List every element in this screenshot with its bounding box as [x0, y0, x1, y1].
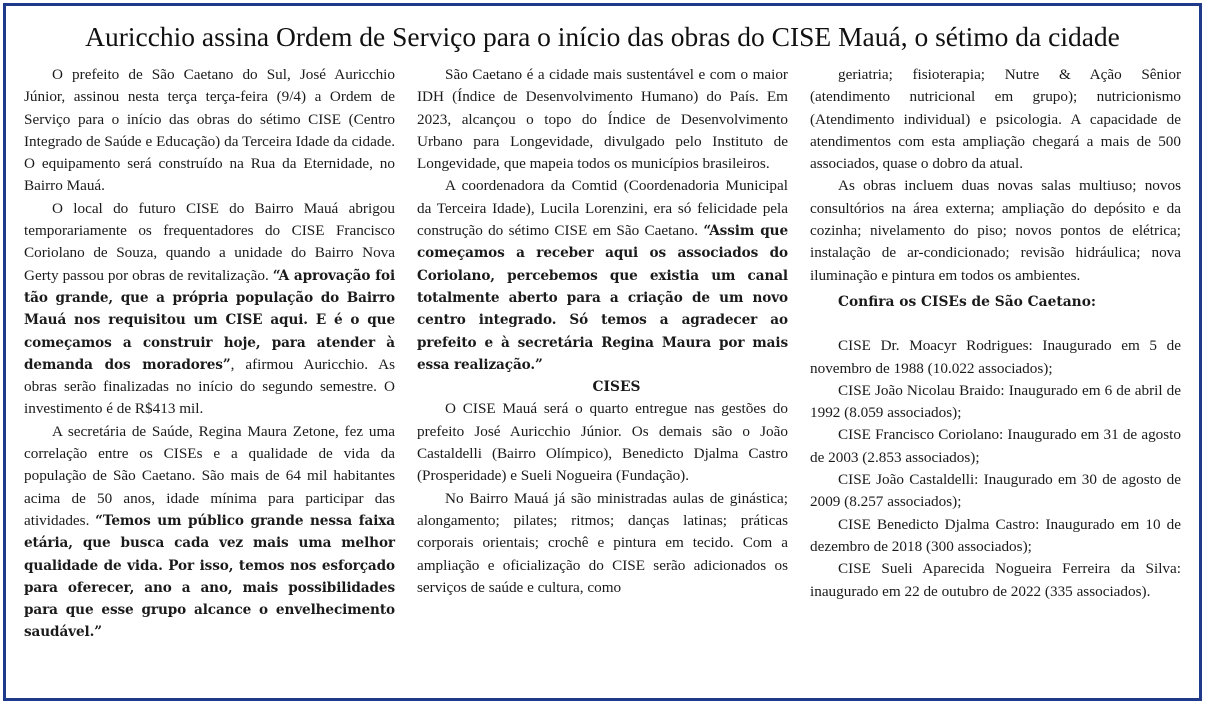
- list-item: CISE Benedicto Djalma Castro: Inaugurado em 10 de dezembro de 2018 (300 associados);: [810, 515, 1181, 555]
- list-item: CISE João Nicolau Braido: Inaugurado em 6 de abril de 1992 (8.059 associados);: [810, 381, 1181, 422]
- paragraph: O prefeito de São Caetano do Sul, José Auricchio Júnior, assinou nesta terça terça-feira (9/4) a Ordem de Serviço para o início das obras do sétimo CISE (Centro Integrado de Saúde e Educação) da Terceira Idade da cidade. O equipamento será construído na Rua da Eternidade, no Bairro Mauá.: [24, 66, 395, 195]
- list-item: CISE Dr. Moacyr Rodrigues: Inaugurado em 5 de novembro de 1988 (10.022 associados);: [810, 337, 1181, 377]
- paragraph-text: A secretária de Saúde, Regina Maura Zetone, fez uma correlação entre os CISEs e a qualidade de vida da população de São Caetano. São mais de 64 mil habitantes acima de 50 anos, idade mínima para participar das atividades.: [24, 422, 395, 529]
- quote: “Temos um público grande nessa faixa etária, que busca cada vez mais uma melhor qualidade de vida. Por isso, temos nos esforçado para oferecer, ano a ano, mais possibilidades para que esse grupo alcance o envelhecimento saudável.”: [24, 512, 395, 641]
- paragraph: geriatria; fisioterapia; Nutre & Ação Sênior (atendimento nutricional em grupo); nutricionismo (Atendimento individual) e psicologia. A capacidade de atendimentos com esta ampliação chegará a mais de 500 associados, quase o dobro da atual.: [810, 66, 1181, 173]
- list-item: CISE Francisco Coriolano: Inaugurado em 31 de agosto de 2003 (2.853 associados);: [810, 426, 1181, 466]
- paragraph: [24, 421, 395, 644]
- paragraph: [417, 175, 788, 376]
- list-item: CISE João Castaldelli: Inaugurado em 30 de agosto de 2009 (8.257 associados);: [810, 471, 1181, 511]
- paragraph-text: A coordenadora da Comtid (Coordenadoria Municipal da Terceira Idade), Lucila Lorenzini, era só felicidade pela construção do sétimo CISE em São Caetano.: [417, 177, 788, 240]
- section-heading: CISES: [592, 379, 641, 396]
- paragraph-text: , afirmou Auricchio. As obras serão finalizadas no início do segundo semestre. O investimento é de R$413 mil.: [24, 355, 395, 418]
- paragraph-text: O local do futuro CISE do Bairro Mauá abrigou temporariamente os frequentadores do CISE Francisco Coriolano de Souza, quando a unidade do Bairro Nova Gerty passou por obras de revitalização.: [24, 199, 395, 284]
- paragraph: São Caetano é a cidade mais sustentável e com o maior IDH (Índice de Desenvolvimento Humano) do País. Em 2023, alcançou o topo do Índice de Desenvolvimento Urbano para Longevidade, divulgado pelo Instituto de Longevidade, que mapeia todos os municípios brasileiros.: [417, 66, 788, 173]
- paragraph: No Bairro Mauá já são ministradas aulas de ginástica; alongamento; pilates; ritmos; danças latinas; práticas corporais orientais; crochê e pintura em tecido. Com a ampliação e oficialização do CISE serão adicionados os serviços de saúde e cultura, como: [417, 489, 788, 596]
- list-heading: Confira os CISEs de São Caetano:: [838, 293, 1096, 310]
- quote: “Assim que começamos a receber aqui os associados do Coriolano, percebemos que existia um canal totalmente aberto para a criação de um novo centro integrado. Só temos a agradecer ao prefeito e à secretária Regina Maura por mais essa realização.”: [417, 223, 788, 373]
- paragraph: [24, 198, 395, 421]
- quote: “A aprovação foi tão grande, que a própria população do Bairro Mauá nos requisitou um CISE aqui. E é o que começamos a construir hoje, para atender à demanda dos moradores”: [24, 267, 396, 373]
- paragraph: O CISE Mauá será o quarto entregue nas gestões do prefeito José Auricchio Júnior. Os demais são o João Castaldelli (Bairro Olímpico), Benedicto Djalma Castro (Prosperidade) e Sueli Nogueira (Fundação).: [417, 400, 788, 485]
- article-columns: [24, 64, 1181, 686]
- column-2: [417, 64, 788, 686]
- article-frame: [3, 3, 1202, 701]
- column-3: [810, 64, 1181, 686]
- article-title: Auricchio assina Ordem de Serviço para o início das obras do CISE Mauá, o sétimo da cidade: [85, 21, 1120, 52]
- paragraph: As obras incluem duas novas salas multiuso; novos consultórios na área externa; ampliação do depósito e da cozinha; nivelamento do piso; novos pontos de elétrica; instalação de ar-condicionado; revisão hidráulica; nova iluminação e pintura em todos os ambientes.: [810, 177, 1181, 284]
- column-1: [24, 64, 395, 686]
- list-item: CISE Sueli Aparecida Nogueira Ferreira da Silva: inaugurado em 22 de outubro de 2022 (335 associados).: [810, 560, 1181, 600]
